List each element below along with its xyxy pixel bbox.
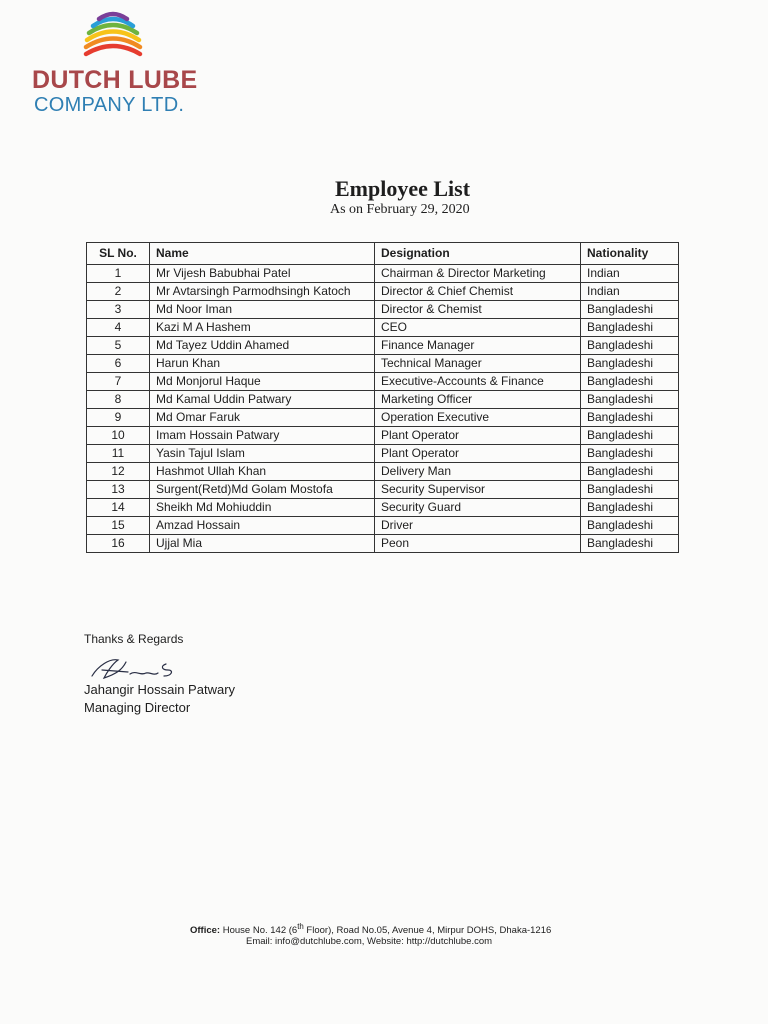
cell-nationality: Indian	[581, 283, 679, 301]
cell-nationality: Bangladeshi	[581, 337, 679, 355]
cell-sl-no: 8	[87, 391, 150, 409]
office-address-sup: th	[297, 922, 304, 931]
cell-nationality: Bangladeshi	[581, 535, 679, 553]
cell-nationality: Indian	[581, 265, 679, 283]
cell-sl-no: 2	[87, 283, 150, 301]
cell-name: Surgent(Retd)Md Golam Mostofa	[150, 481, 375, 499]
table-row	[87, 427, 679, 445]
cell-nationality: Bangladeshi	[581, 427, 679, 445]
signer-role: Managing Director	[84, 700, 191, 715]
cell-name: Md Omar Faruk	[150, 409, 375, 427]
company-name: DUTCH LUBE	[32, 66, 198, 94]
cell-name: Harun Khan	[150, 355, 375, 373]
cell-designation: Delivery Man	[375, 463, 581, 481]
header-sl-no: SL No.	[87, 243, 150, 265]
cell-designation: Driver	[375, 517, 581, 535]
office-address-a: House No. 142 (6	[220, 925, 298, 937]
table-row	[87, 463, 679, 481]
cell-name: Mr Vijesh Babubhai Patel	[150, 265, 375, 283]
cell-sl-no: 7	[87, 373, 150, 391]
cell-sl-no: 12	[87, 463, 150, 481]
cell-designation: Director & Chief Chemist	[375, 283, 581, 301]
table-row	[87, 301, 679, 319]
table-row	[87, 265, 679, 283]
logo-icon	[80, 10, 146, 64]
table-row	[87, 337, 679, 355]
cell-name: Amzad Hossain	[150, 517, 375, 535]
cell-sl-no: 6	[87, 355, 150, 373]
cell-nationality: Bangladeshi	[581, 373, 679, 391]
office-address-b: Floor), Road No.05, Avenue 4, Mirpur DOHS, Dhaka-1216	[303, 925, 552, 937]
cell-nationality: Bangladeshi	[581, 355, 679, 373]
footer-office	[190, 922, 551, 936]
table-row	[87, 499, 679, 517]
table-row	[87, 409, 679, 427]
cell-designation: Director & Chemist	[375, 301, 581, 319]
table-row	[87, 535, 679, 553]
page-title: Employee List	[335, 176, 471, 201]
table-row	[87, 355, 679, 373]
cell-designation: Peon	[375, 535, 581, 553]
header-nationality: Nationality	[581, 243, 679, 265]
cell-name: Md Tayez Uddin Ahamed	[150, 337, 375, 355]
table-row	[87, 517, 679, 535]
cell-nationality: Bangladeshi	[581, 409, 679, 427]
cell-designation: Executive-Accounts & Finance	[375, 373, 581, 391]
employee-table-body	[87, 265, 679, 553]
table-row	[87, 319, 679, 337]
cell-name: Yasin Tajul Islam	[150, 445, 375, 463]
cell-designation: Marketing Officer	[375, 391, 581, 409]
table-row	[87, 391, 679, 409]
closing-regards: Thanks & Regards	[84, 632, 184, 646]
cell-designation: CEO	[375, 319, 581, 337]
page-subtitle: As on February 29, 2020	[330, 202, 470, 217]
cell-name: Mr Avtarsingh Parmodhsingh Katoch	[150, 283, 375, 301]
signature	[88, 652, 198, 682]
company-suffix: COMPANY LTD.	[34, 94, 185, 116]
cell-sl-no: 9	[87, 409, 150, 427]
header-name: Name	[150, 243, 375, 265]
cell-sl-no: 10	[87, 427, 150, 445]
cell-sl-no: 15	[87, 517, 150, 535]
table-row	[87, 445, 679, 463]
cell-nationality: Bangladeshi	[581, 517, 679, 535]
cell-name: Sheikh Md Mohiuddin	[150, 499, 375, 517]
cell-sl-no: 1	[87, 265, 150, 283]
cell-name: Hashmot Ullah Khan	[150, 463, 375, 481]
cell-designation: Operation Executive	[375, 409, 581, 427]
cell-designation: Chairman & Director Marketing	[375, 265, 581, 283]
cell-designation: Plant Operator	[375, 445, 581, 463]
cell-nationality: Bangladeshi	[581, 481, 679, 499]
table-row	[87, 481, 679, 499]
cell-nationality: Bangladeshi	[581, 301, 679, 319]
office-label: Office:	[190, 925, 221, 937]
cell-designation: Security Guard	[375, 499, 581, 517]
table-row	[87, 373, 679, 391]
cell-designation: Plant Operator	[375, 427, 581, 445]
cell-designation: Finance Manager	[375, 337, 581, 355]
cell-name: Imam Hossain Patwary	[150, 427, 375, 445]
header-designation: Designation	[375, 243, 581, 265]
cell-sl-no: 11	[87, 445, 150, 463]
cell-sl-no: 16	[87, 535, 150, 553]
cell-sl-no: 14	[87, 499, 150, 517]
footer-contact: Email: info@dutchlube.com, Website: http://dutchlube.com	[246, 936, 493, 947]
table-header-row	[87, 243, 679, 265]
cell-designation: Security Supervisor	[375, 481, 581, 499]
cell-sl-no: 4	[87, 319, 150, 337]
cell-nationality: Bangladeshi	[581, 499, 679, 517]
cell-nationality: Bangladeshi	[581, 445, 679, 463]
signer-name: Jahangir Hossain Patwary	[84, 682, 236, 697]
company-logo	[32, 10, 212, 120]
cell-nationality: Bangladeshi	[581, 463, 679, 481]
employee-table	[86, 242, 679, 553]
cell-name: Ujjal Mia	[150, 535, 375, 553]
cell-nationality: Bangladeshi	[581, 319, 679, 337]
cell-name: Md Noor Iman	[150, 301, 375, 319]
cell-nationality: Bangladeshi	[581, 391, 679, 409]
cell-designation: Technical Manager	[375, 355, 581, 373]
cell-name: Md Monjorul Haque	[150, 373, 375, 391]
cell-sl-no: 5	[87, 337, 150, 355]
cell-name: Kazi M A Hashem	[150, 319, 375, 337]
cell-sl-no: 3	[87, 301, 150, 319]
cell-sl-no: 13	[87, 481, 150, 499]
table-row	[87, 283, 679, 301]
cell-name: Md Kamal Uddin Patwary	[150, 391, 375, 409]
